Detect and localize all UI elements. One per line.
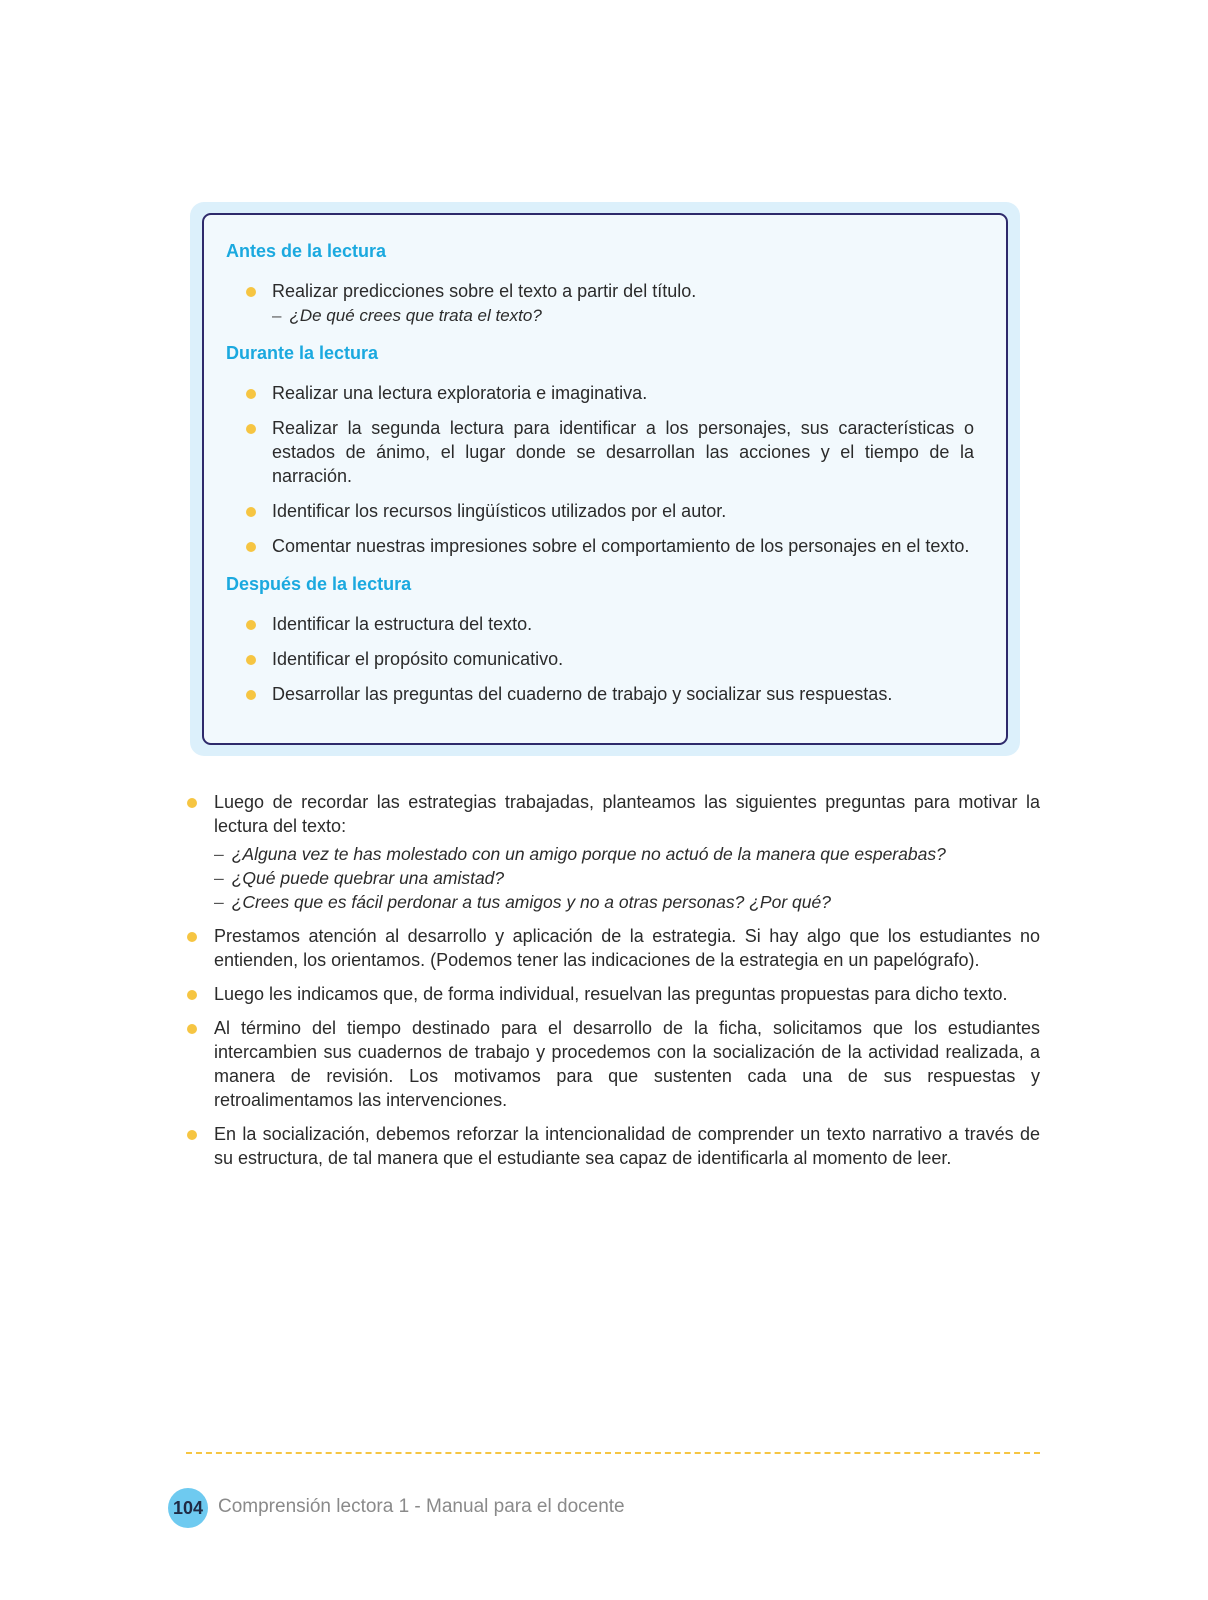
- section-heading: Durante la lectura: [226, 343, 379, 363]
- question-list: [214, 842, 1040, 914]
- sub-question-text: ¿De qué crees que trata el texto?: [289, 306, 542, 325]
- page-number-badge: 104: [168, 1488, 208, 1528]
- main-bullet-list: [214, 790, 1040, 1180]
- bullet-icon: [187, 1130, 197, 1140]
- list-item: [272, 534, 974, 558]
- item-text: Identificar el propósito comunicativo.: [272, 649, 564, 669]
- question-item: [214, 890, 1040, 914]
- bullet-icon: [246, 542, 256, 552]
- footer-divider: [186, 1452, 1040, 1454]
- section-before-reading: [226, 239, 974, 327]
- list-item: [272, 499, 974, 523]
- question-text: ¿Alguna vez te has molestado con un amigo porque no actuó de la manera que esperabas?: [231, 844, 946, 864]
- question-text: ¿Qué puede quebrar una amistad?: [231, 868, 505, 888]
- item-text: En la socialización, debemos reforzar la intencionalidad de comprender un texto narrativo a través de su estructura, de tal manera que el estudiante sea capaz de identificarla al momento de leer.: [214, 1124, 1040, 1168]
- bullet-icon: [246, 507, 256, 517]
- list-item: [272, 416, 974, 488]
- bullet-list: [226, 612, 974, 706]
- list-item: [272, 381, 974, 405]
- item-text: Realizar una lectura exploratoria e imaginativa.: [272, 383, 648, 403]
- bullet-icon: [246, 389, 256, 399]
- list-item: [272, 279, 974, 327]
- item-text: Identificar los recursos lingüísticos utilizados por el autor.: [272, 501, 727, 521]
- question-item: [214, 842, 1040, 866]
- list-item: [272, 682, 974, 706]
- bullet-list: [226, 279, 974, 327]
- section-heading: Después de la lectura: [226, 574, 412, 594]
- bullet-icon: [246, 620, 256, 630]
- section-during-reading: [226, 341, 974, 558]
- dash-icon: –: [272, 306, 282, 325]
- item-text: Desarrollar las preguntas del cuaderno de trabajo y socializar sus respuestas.: [272, 684, 893, 704]
- sub-question: [272, 305, 974, 327]
- item-text: Realizar predicciones sobre el texto a partir del título.: [272, 281, 697, 301]
- bullet-icon: [187, 1024, 197, 1034]
- list-item: [272, 647, 974, 671]
- bullet-icon: [187, 798, 197, 808]
- list-item: [214, 790, 1040, 914]
- section-heading: Antes de la lectura: [226, 241, 387, 261]
- bullet-icon: [187, 990, 197, 1000]
- dash-icon: –: [214, 892, 224, 912]
- item-text: Luego les indicamos que, de forma individual, resuelvan las preguntas propuestas para dicho texto.: [214, 984, 1008, 1004]
- footer-title: Comprensión lectora 1 - Manual para el docente: [218, 1496, 625, 1517]
- section-after-reading: [226, 572, 974, 706]
- dash-icon: –: [214, 844, 224, 864]
- bullet-icon: [246, 424, 256, 434]
- item-text: Luego de recordar las estrategias trabajadas, planteamos las siguientes preguntas para motivar la lectura del texto:: [214, 792, 1040, 836]
- list-item: [214, 1122, 1040, 1170]
- bullet-icon: [246, 287, 256, 297]
- bullet-icon: [246, 655, 256, 665]
- item-text: Realizar la segunda lectura para identificar a los personajes, sus características o estados de ánimo, el lugar donde se desarrollan las acciones y el tiempo de la narración.: [272, 418, 974, 486]
- bullet-icon: [187, 932, 197, 942]
- question-item: [214, 866, 1040, 890]
- list-item: [272, 612, 974, 636]
- list-item: [214, 982, 1040, 1006]
- item-text: Prestamos atención al desarrollo y aplicación de la estrategia. Si hay algo que los estudiantes no entienden, los orientamos. (Podemos tener las indicaciones de la estrategia en un papelógrafo).: [214, 926, 1040, 970]
- list-item: [214, 924, 1040, 972]
- bullet-list: [226, 381, 974, 558]
- bullet-icon: [246, 690, 256, 700]
- dash-icon: –: [214, 868, 224, 888]
- item-text: Identificar la estructura del texto.: [272, 614, 533, 634]
- question-text: ¿Crees que es fácil perdonar a tus amigos y no a otras personas? ¿Por qué?: [231, 892, 831, 912]
- item-text: Comentar nuestras impresiones sobre el comportamiento de los personajes en el texto.: [272, 536, 970, 556]
- list-item: [214, 1016, 1040, 1112]
- item-text: Al término del tiempo destinado para el desarrollo de la ficha, solicitamos que los estudiantes intercambien sus cuadernos de trabajo y procedemos con la socialización de la actividad realizada, a manera de revisión. Los motivamos para que sustenten cada una de sus respuestas y retroalimentamos las intervenciones.: [214, 1018, 1040, 1110]
- strategy-box: [202, 213, 1008, 745]
